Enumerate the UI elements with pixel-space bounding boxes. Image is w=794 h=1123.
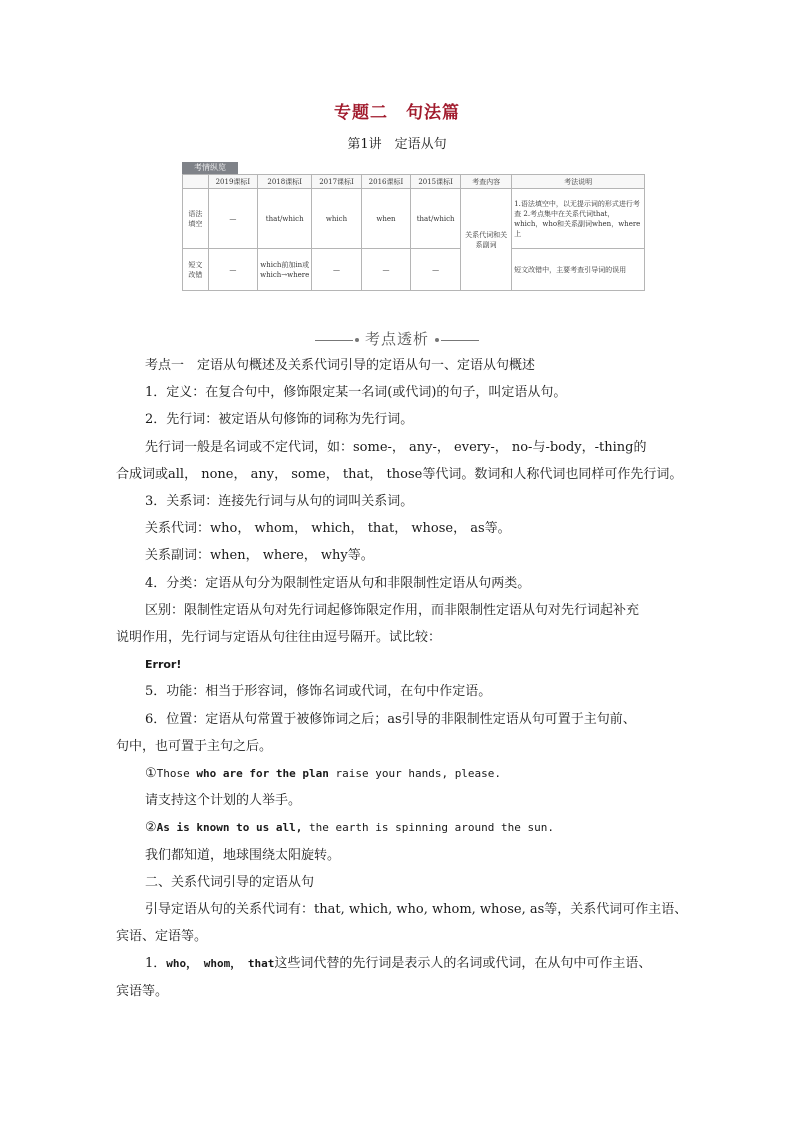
error-placeholder	[116, 651, 682, 678]
paragraph: 6．位置：定语从句常置于被修饰词之后；as引导的非限制性定语从句可置于主句前、	[145, 711, 636, 727]
table-cell: —	[208, 189, 257, 249]
paragraph: 关系代词：who， whom， which， that， whose， as等。	[145, 521, 511, 537]
page-title: 专题二 句法篇	[334, 103, 460, 123]
section-banner	[0, 328, 794, 349]
table-cell: when	[361, 189, 410, 249]
paragraph: 区别：限制性定语从句对先行词起修饰限定作用，而非限制性定语从句对先行词起补充	[145, 602, 640, 618]
table-header-cell: 2016课标Ⅰ	[361, 175, 410, 189]
banner-dot-left	[355, 338, 359, 342]
table-cell-note: 短文改错中，主要考查引导词的误用	[512, 249, 645, 291]
body-content	[116, 352, 688, 1005]
paragraph: 3．关系词：连接先行词与从句的词叫关系词。	[145, 494, 414, 510]
table-cell: —	[361, 249, 410, 291]
table-cell: —	[208, 249, 257, 291]
table-row	[183, 249, 645, 291]
table-header-cell: 2018课标Ⅰ	[258, 175, 312, 189]
keyword-list: who， whom， that	[166, 957, 275, 971]
table-cell-content: 关系代词和关系副词	[461, 189, 512, 291]
item-number: 1．	[145, 956, 167, 972]
example-text: the earth is spinning around the sun.	[302, 821, 555, 835]
item-text: 这些词代替的先行词是表示人的名词或代词，在从句中可作主语、	[274, 956, 652, 972]
paragraph: 宾语、定语等。	[116, 929, 208, 945]
lesson-subtitle: 第1讲 定语从句	[347, 137, 447, 152]
paragraph: 1．定义：在复合句中，修饰限定某一名词(或代词)的句子，叫定语从句。	[145, 385, 567, 401]
paragraph: 4．分类：定语从句分为限制性定语从句和非限制性定语从句两类。	[145, 575, 531, 591]
example-number: ②	[145, 820, 157, 836]
row-label: 短文改错	[183, 249, 209, 291]
section-heading: 二、关系代词引导的定语从句	[145, 874, 315, 890]
table-header-row	[183, 175, 645, 189]
paragraph: 2．先行词：被定语从句修饰的词称为先行词。	[145, 412, 414, 428]
banner-rule-right	[441, 340, 479, 341]
exam-overview-table	[182, 174, 645, 291]
table-row	[183, 189, 645, 249]
table-cell: that/which	[258, 189, 312, 249]
row-label: 语法填空	[183, 189, 209, 249]
table-header-cell: 考法说明	[512, 175, 645, 189]
banner-dot-right	[435, 338, 439, 342]
example-sentence	[116, 760, 682, 787]
banner-rule-left	[315, 340, 353, 341]
example-number: ①	[145, 766, 157, 782]
paragraph: 考点一 定语从句概述及关系代词引导的定语从句一、定语从句概述	[145, 358, 536, 373]
table-header-cell: 2015课标Ⅰ	[411, 175, 461, 189]
table-cell-note: 1.语法填空中，以无提示词的形式进行考查 2.考点集中在关系代词that，which，who和关系副词when，where上	[512, 189, 645, 249]
paragraph	[116, 950, 682, 977]
paragraph: 句中，也可置于主句之后。	[116, 738, 273, 754]
table-header-cell: 2019课标Ⅰ	[208, 175, 257, 189]
example-translation: 我们都知道，地球围绕太阳旋转。	[145, 847, 341, 863]
example-sentence	[116, 814, 682, 841]
table-cell: —	[411, 249, 461, 291]
paragraph: 说明作用，先行词与定语从句往往由逗号隔开。试比较：	[116, 630, 442, 646]
table-cell: which前加in或which→where	[258, 249, 312, 291]
example-text: Those	[156, 767, 197, 781]
example-translation: 请支持这个计划的人举手。	[145, 793, 302, 809]
table-cell: which	[312, 189, 361, 249]
example-clause: who are for the plan	[196, 767, 329, 781]
example-clause: As is known to us all,	[156, 821, 303, 835]
table-header-cell: 2017课标Ⅰ	[312, 175, 361, 189]
table-cell: that/which	[411, 189, 461, 249]
error-text: Error!	[145, 658, 182, 672]
paragraph: 5．功能：相当于形容词，修饰名词或代词，在句中作定语。	[145, 684, 492, 700]
section-banner-label: 考点透析	[364, 330, 429, 348]
example-text: raise your hands, please.	[328, 767, 502, 781]
table-cell: —	[312, 249, 361, 291]
paragraph: 引导定语从句的关系代词有：that, which, who, whom, whose, as等，关系代词可作主语、	[145, 902, 688, 918]
table-header-cell: 考查内容	[461, 175, 512, 189]
paragraph: 关系副词：when， where， why等。	[145, 548, 374, 564]
overview-tag: 考情纵览	[182, 162, 238, 174]
table-header-cell	[183, 175, 209, 189]
paragraph: 宾语等。	[116, 983, 169, 999]
paragraph: 合成词或all， none， any， some， that， those等代词。数词和人称代词也同样可作先行词。	[116, 466, 683, 482]
paragraph: 先行词一般是名词或不定代词，如：some-， any-， every-， no-与-body，-thing的	[145, 439, 647, 455]
